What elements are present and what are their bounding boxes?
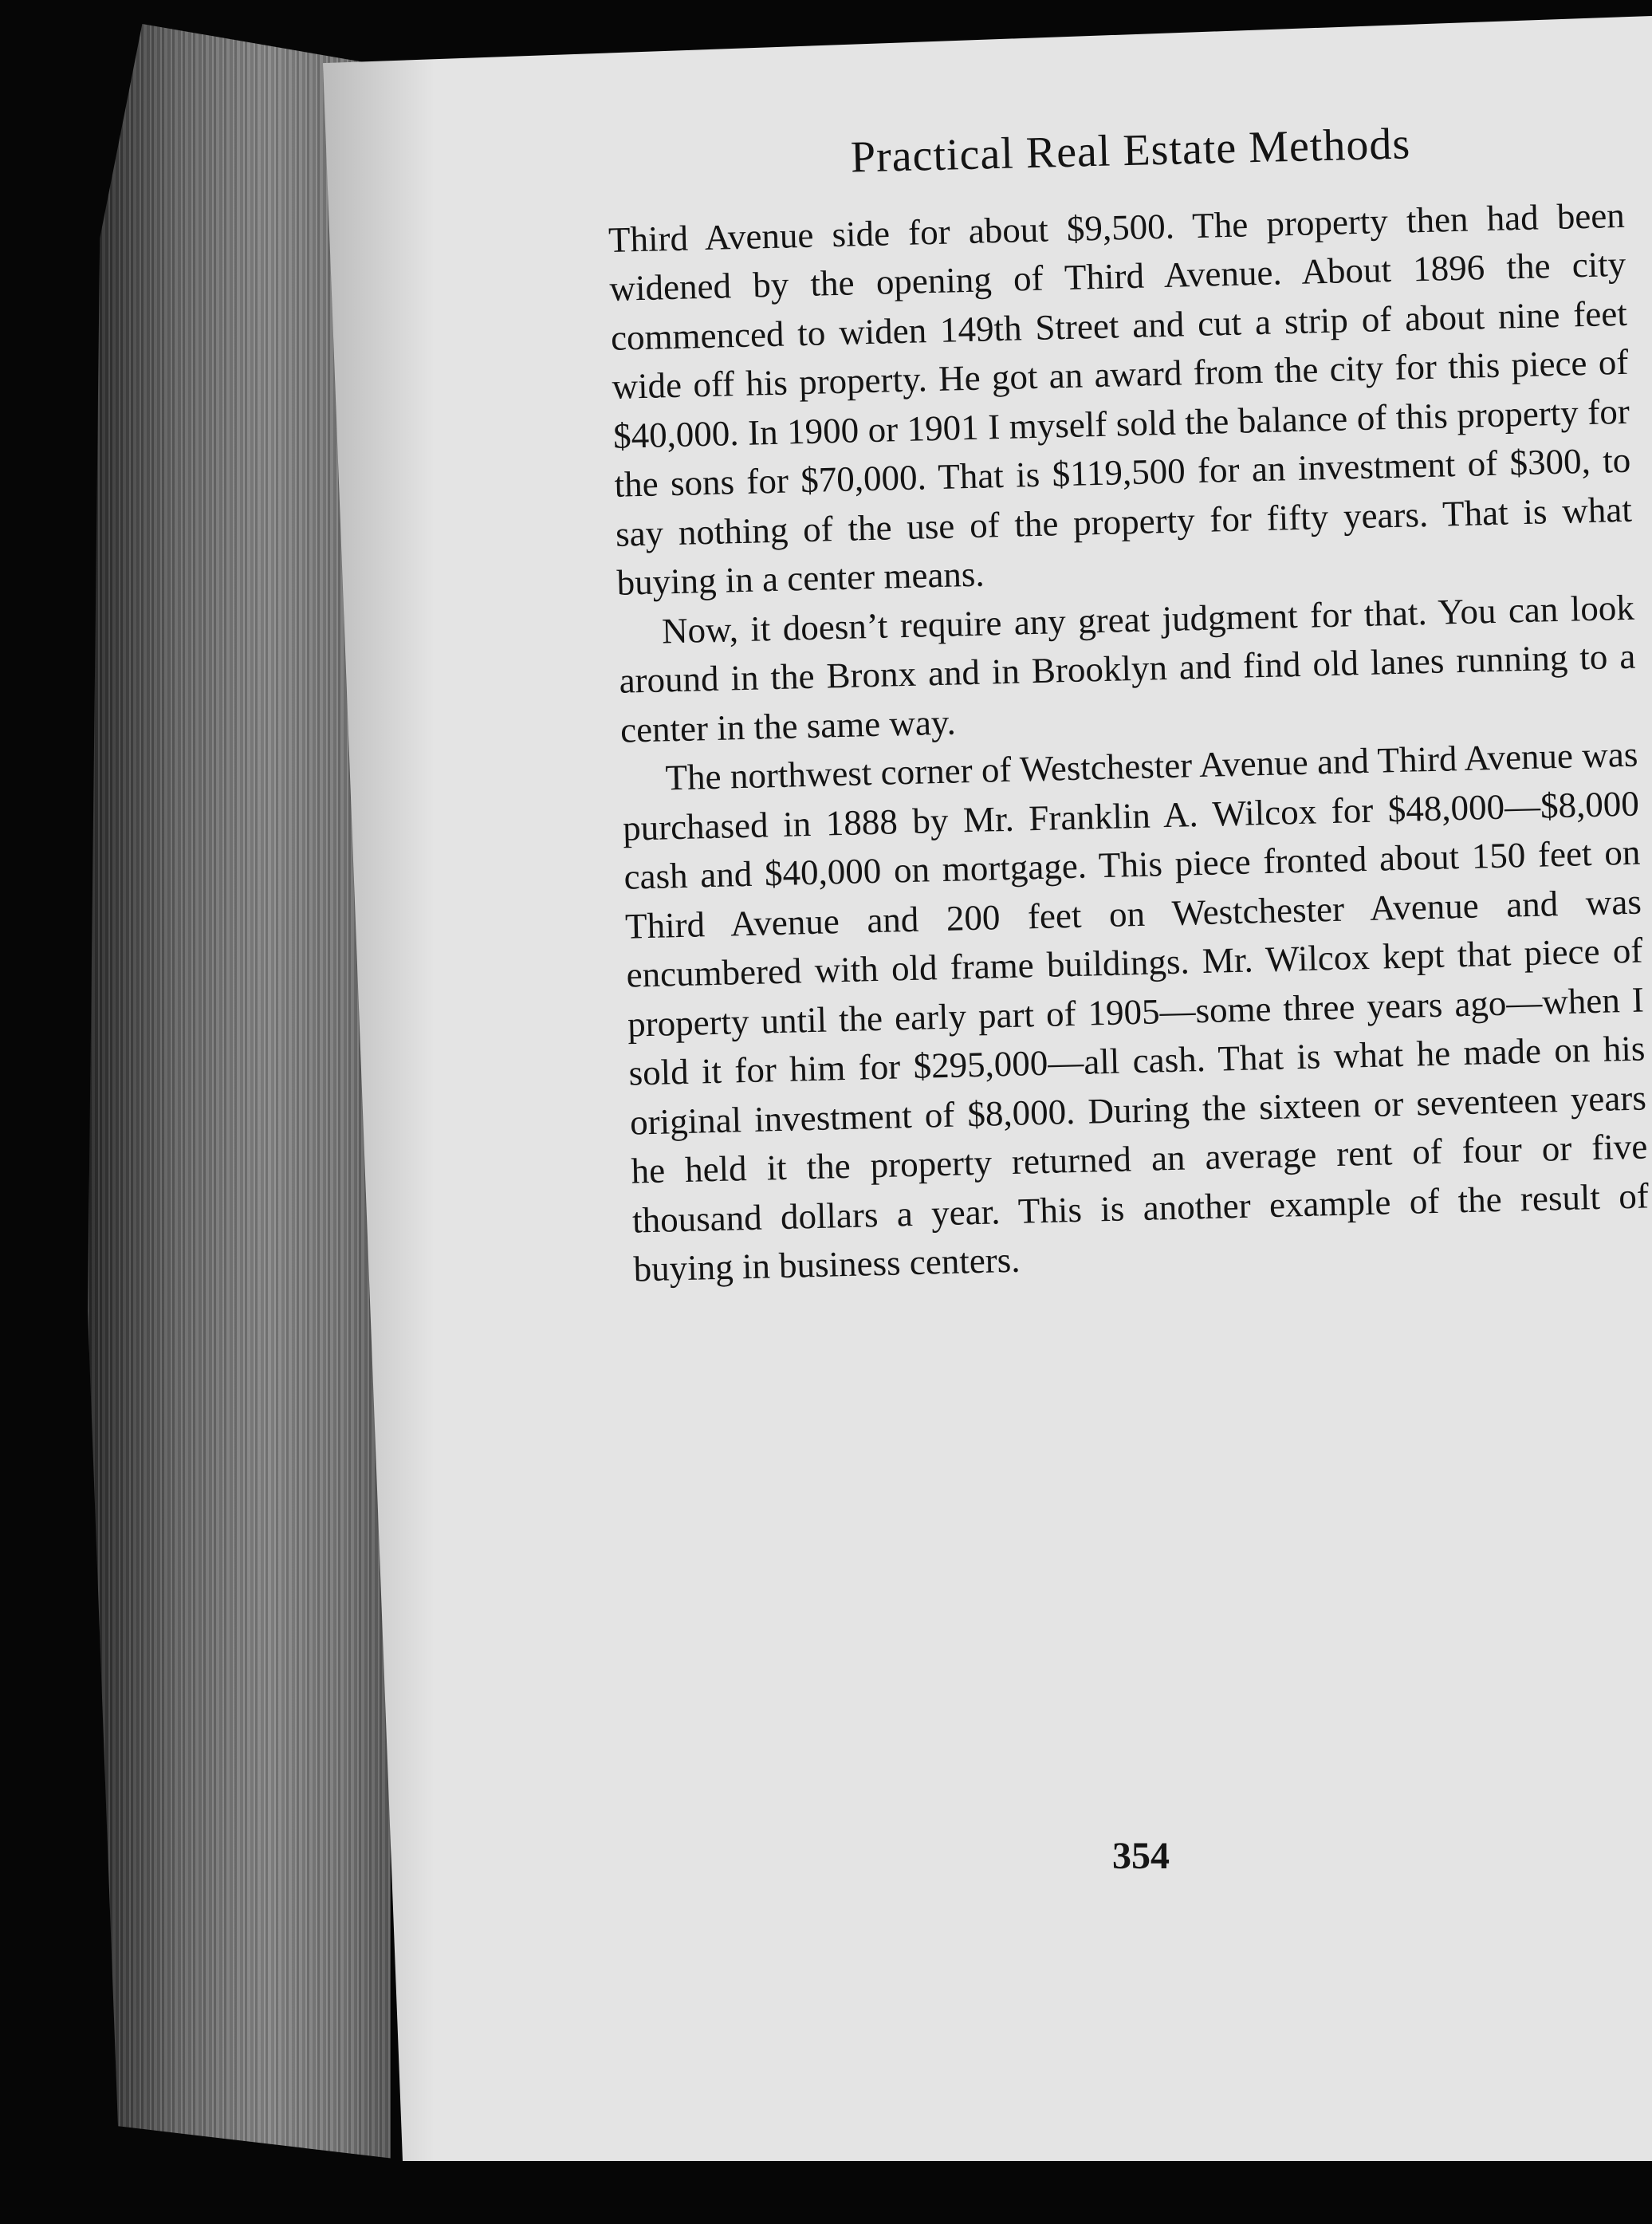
page-number: 354 [1112, 1835, 1170, 1877]
paragraph-1: Third Avenue side for about $9,500. The property then had been widened by the opening of Third Avenue. About 1896 the city commenced to widen 149th Street and cut a strip of about nine feet wide off his property. He got an award from the city for this piece of $40,000. In 1900 or 1901 I myself sold the balance of this property for the sons for $70,000. That is $119,500 for an investment of $300, to say nothing of the use of the property for fifty years. That is what buying in a center means. [608, 195, 1633, 603]
running-head: Practical Real Estate Methods [850, 119, 1411, 183]
text-block [606, 115, 1650, 1294]
paragraph-2: Now, it doesn’t require any great judgment for that. You can look around in the Bronx and in Brooklyn and find old lanes running to a center in the same way. [618, 587, 1636, 750]
paragraph-3: The northwest corner of Westchester Avenue and Third Avenue was purchased in 1888 by Mr. Franklin A. Wilcox for $48,000—$8,000 cash and $40,000 on mortgage. This piece fronted about 150 feet on Third Avenue and 200 feet on Westchester Avenue and was encumbered with old frame buildings. Mr. Wilcox kept that piece of property until the early part of 1905—some three years ago—when I sold it for him for $295,000—all cash. That is what he made on his original investment of $8,000. During the sixteen or seventeen years he held it the property returned an average rent of four or five thousand dollars a year. This is another example of the result of buying in business centers. [622, 734, 1650, 1289]
